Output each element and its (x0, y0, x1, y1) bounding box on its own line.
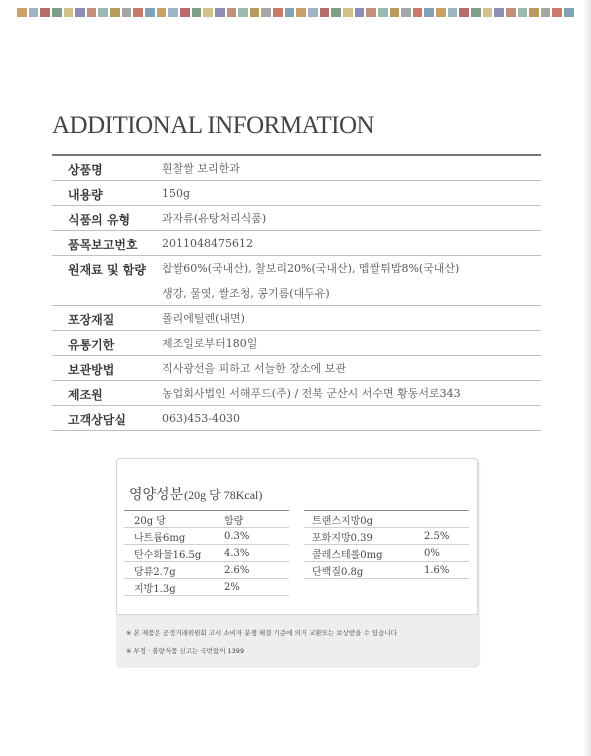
info-row (52, 406, 541, 431)
info-label: 원재료 및 함량 (68, 263, 146, 277)
band-segment (122, 8, 132, 17)
band-segment (52, 8, 62, 17)
band-segment (355, 8, 365, 17)
band-segment (518, 8, 528, 17)
band-segment (250, 8, 260, 17)
band-segment (273, 8, 283, 17)
band-segment (29, 8, 39, 17)
nutrition-table-left (124, 510, 289, 596)
info-row (52, 156, 541, 181)
info-row (52, 356, 541, 381)
product-info-table (52, 154, 541, 431)
band-segment (552, 8, 562, 17)
info-value (148, 306, 541, 330)
info-label: 제조원 (68, 388, 103, 402)
band-segment (98, 8, 108, 17)
info-value (148, 331, 541, 355)
band-segment (413, 8, 423, 17)
nutrition-title (129, 484, 262, 504)
band-segment (436, 8, 446, 17)
band-segment (448, 8, 458, 17)
band-segment (40, 8, 50, 17)
nutrition-row (124, 528, 289, 545)
info-value-text: 흰찰쌀 보리한과 (162, 162, 240, 175)
band-segment (261, 8, 271, 17)
nutrient-percent: 함량 (224, 515, 244, 527)
info-value (148, 206, 541, 230)
info-value (148, 381, 541, 405)
nutrient-name: 20g 당 (134, 515, 166, 527)
page-title: ADDITIONAL INFORMATION (52, 112, 375, 139)
nutrient-name: 나트륨6mg (134, 532, 186, 544)
info-value (148, 406, 541, 430)
nutrient-percent: 2.5% (424, 530, 450, 542)
nutrient-percent: 4.3% (224, 547, 250, 559)
nutrient-percent: 1.6% (424, 564, 450, 576)
nutrient-name: 단백질0.8g (312, 566, 364, 578)
nutrition-row (124, 545, 289, 562)
band-segment (401, 8, 411, 17)
nutrition-row (124, 579, 289, 596)
nutrition-subtitle: (20g 당 78Kcal) (184, 488, 263, 502)
nutrition-row (304, 545, 469, 562)
nutrient-percent: 0.3% (224, 530, 250, 542)
info-value (148, 181, 541, 205)
nutrient-percent: 2% (224, 581, 240, 593)
band-segment (564, 8, 574, 17)
band-segment (378, 8, 388, 17)
nutrition-row (124, 511, 289, 528)
info-label: 고객상담실 (68, 413, 126, 427)
nutrient-name: 포화지방0.39 (312, 532, 373, 544)
band-segment (17, 8, 27, 17)
info-label: 식품의 유형 (68, 213, 131, 227)
band-segment (168, 8, 178, 17)
info-value-text-line2: 생강, 물엿, 쌀조청, 콩기름(대두유) (162, 287, 330, 300)
band-segment (424, 8, 434, 17)
decorative-color-band (17, 8, 574, 17)
band-segment (227, 8, 237, 17)
band-segment (483, 8, 493, 17)
nutrient-name: 지방1.3g (134, 583, 176, 595)
nutrition-table-right (304, 510, 469, 579)
band-segment (180, 8, 190, 17)
nutrition-row (304, 528, 469, 545)
band-segment (75, 8, 85, 17)
info-value-text: 농업회사법인 서해푸드(주) / 전북 군산시 서수면 황동서로343 (162, 387, 461, 400)
nutrition-row (124, 562, 289, 579)
info-label: 품목보고번호 (68, 238, 138, 252)
nutrition-row (304, 511, 469, 528)
band-segment (541, 8, 551, 17)
info-value (148, 356, 541, 380)
band-segment (203, 8, 213, 17)
nutrition-row (304, 562, 469, 579)
band-segment (529, 8, 539, 17)
band-segment (390, 8, 400, 17)
info-value (148, 156, 541, 180)
info-label: 보관방법 (68, 363, 115, 377)
band-segment (343, 8, 353, 17)
nutrient-name: 탄수화물16.5g (134, 549, 202, 561)
band-segment (285, 8, 295, 17)
info-row (52, 331, 541, 356)
band-segment (192, 8, 202, 17)
info-value-text: 과자류(유탕처리식품) (162, 212, 267, 225)
info-label: 내용량 (68, 188, 103, 202)
band-segment (471, 8, 481, 17)
band-segment (331, 8, 341, 17)
band-segment (215, 8, 225, 17)
nutrition-title-text: 영양성분 (129, 487, 184, 503)
nutrient-name: 당류2.7g (134, 566, 176, 578)
nutrient-percent: 2.6% (224, 564, 250, 576)
info-label: 포장재질 (68, 313, 115, 327)
info-row (52, 206, 541, 231)
band-segment (494, 8, 504, 17)
band-segment (366, 8, 376, 17)
band-segment (459, 8, 469, 17)
info-row (52, 231, 541, 256)
info-value-text: 제조일로부터180일 (162, 337, 258, 350)
band-segment (110, 8, 120, 17)
band-segment (157, 8, 167, 17)
info-value-text: 폴리에틸렌(내면) (162, 312, 245, 325)
info-value-text: 063)453-4030 (162, 412, 240, 425)
nutrient-name: 트랜스지방0g (312, 515, 374, 527)
info-row (52, 256, 541, 306)
info-row (52, 306, 541, 331)
nutrient-percent: 0% (424, 547, 440, 559)
band-segment (320, 8, 330, 17)
band-segment (64, 8, 74, 17)
band-segment (87, 8, 97, 17)
info-value-text: 150g (162, 187, 191, 200)
info-value-text: 찹쌀60%(국내산), 찰보리20%(국내산), 멥쌀튀밥8%(국내산) (162, 262, 460, 275)
page-edge-shadow (583, 0, 591, 756)
info-label: 상품명 (68, 163, 103, 177)
report-notice: ※ 부정 · 불량식품 신고는 국번없이 1399 (126, 647, 245, 655)
exchange-notice: ※ 본 제품은 공정거래위원회 고시 소비자 분쟁 해결 기준에 의거 교환또는 보상받을 수 있습니다 (126, 629, 397, 637)
info-value (148, 231, 541, 255)
nutrient-name: 콜레스테롤0mg (312, 549, 383, 561)
nutrition-table-area (116, 458, 478, 615)
info-value-text: 2011048475612 (162, 237, 253, 250)
info-row (52, 181, 541, 206)
band-segment (506, 8, 516, 17)
info-label: 유통기한 (68, 338, 115, 352)
band-segment (308, 8, 318, 17)
band-segment (296, 8, 306, 17)
band-segment (145, 8, 155, 17)
nutrition-facts-panel (116, 458, 478, 666)
info-row (52, 381, 541, 406)
band-segment (238, 8, 248, 17)
info-value (148, 256, 541, 305)
band-segment (133, 8, 143, 17)
info-value-text: 직사광선을 피하고 서늘한 장소에 보관 (162, 362, 347, 375)
